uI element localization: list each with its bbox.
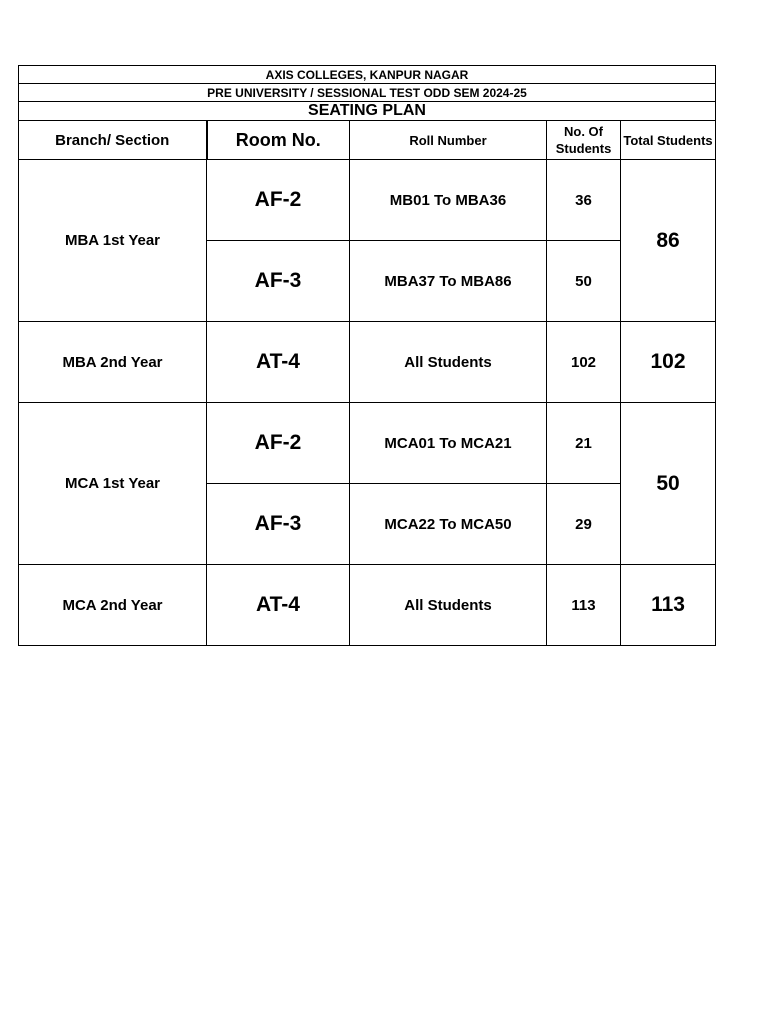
- col-header-room: Room No.: [207, 121, 350, 160]
- plan-title: SEATING PLAN: [19, 102, 716, 121]
- room-cell: AF-3: [207, 484, 350, 565]
- count-cell: 29: [547, 484, 621, 565]
- count-cell: 113: [547, 565, 621, 646]
- col-header-branch: Branch/ Section: [19, 121, 207, 160]
- table-row: [19, 160, 716, 241]
- college-name: AXIS COLLEGES, KANPUR NAGAR: [19, 66, 716, 84]
- table-row: [19, 403, 716, 484]
- room-cell: AT-4: [207, 322, 350, 403]
- count-cell: 36: [547, 160, 621, 241]
- roll-cell: All Students: [350, 322, 547, 403]
- col-header-roll: Roll Number: [350, 121, 547, 160]
- total-cell: 113: [621, 565, 716, 646]
- count-cell: 102: [547, 322, 621, 403]
- roll-cell: MCA22 To MCA50: [350, 484, 547, 565]
- table-row: [19, 565, 716, 646]
- count-cell: 50: [547, 241, 621, 322]
- roll-cell: MBA37 To MBA86: [350, 241, 547, 322]
- roll-cell: All Students: [350, 565, 547, 646]
- header-row: [19, 121, 716, 160]
- room-cell: AF-3: [207, 241, 350, 322]
- total-cell: 86: [621, 160, 716, 322]
- branch-cell: MBA 2nd Year: [19, 322, 207, 403]
- seating-plan-table: [18, 65, 716, 646]
- total-cell: 102: [621, 322, 716, 403]
- room-cell: AT-4: [207, 565, 350, 646]
- roll-cell: MCA01 To MCA21: [350, 403, 547, 484]
- count-cell: 21: [547, 403, 621, 484]
- roll-cell: MB01 To MBA36: [350, 160, 547, 241]
- table-row: [19, 322, 716, 403]
- col-header-count: No. Of Students: [547, 121, 621, 160]
- branch-cell: MCA 1st Year: [19, 403, 207, 565]
- room-cell: AF-2: [207, 160, 350, 241]
- room-cell: AF-2: [207, 403, 350, 484]
- branch-cell: MBA 1st Year: [19, 160, 207, 322]
- branch-cell: MCA 2nd Year: [19, 565, 207, 646]
- exam-title: PRE UNIVERSITY / SESSIONAL TEST ODD SEM 2024-25: [19, 84, 716, 102]
- col-header-total: Total Students: [621, 121, 716, 160]
- total-cell: 50: [621, 403, 716, 565]
